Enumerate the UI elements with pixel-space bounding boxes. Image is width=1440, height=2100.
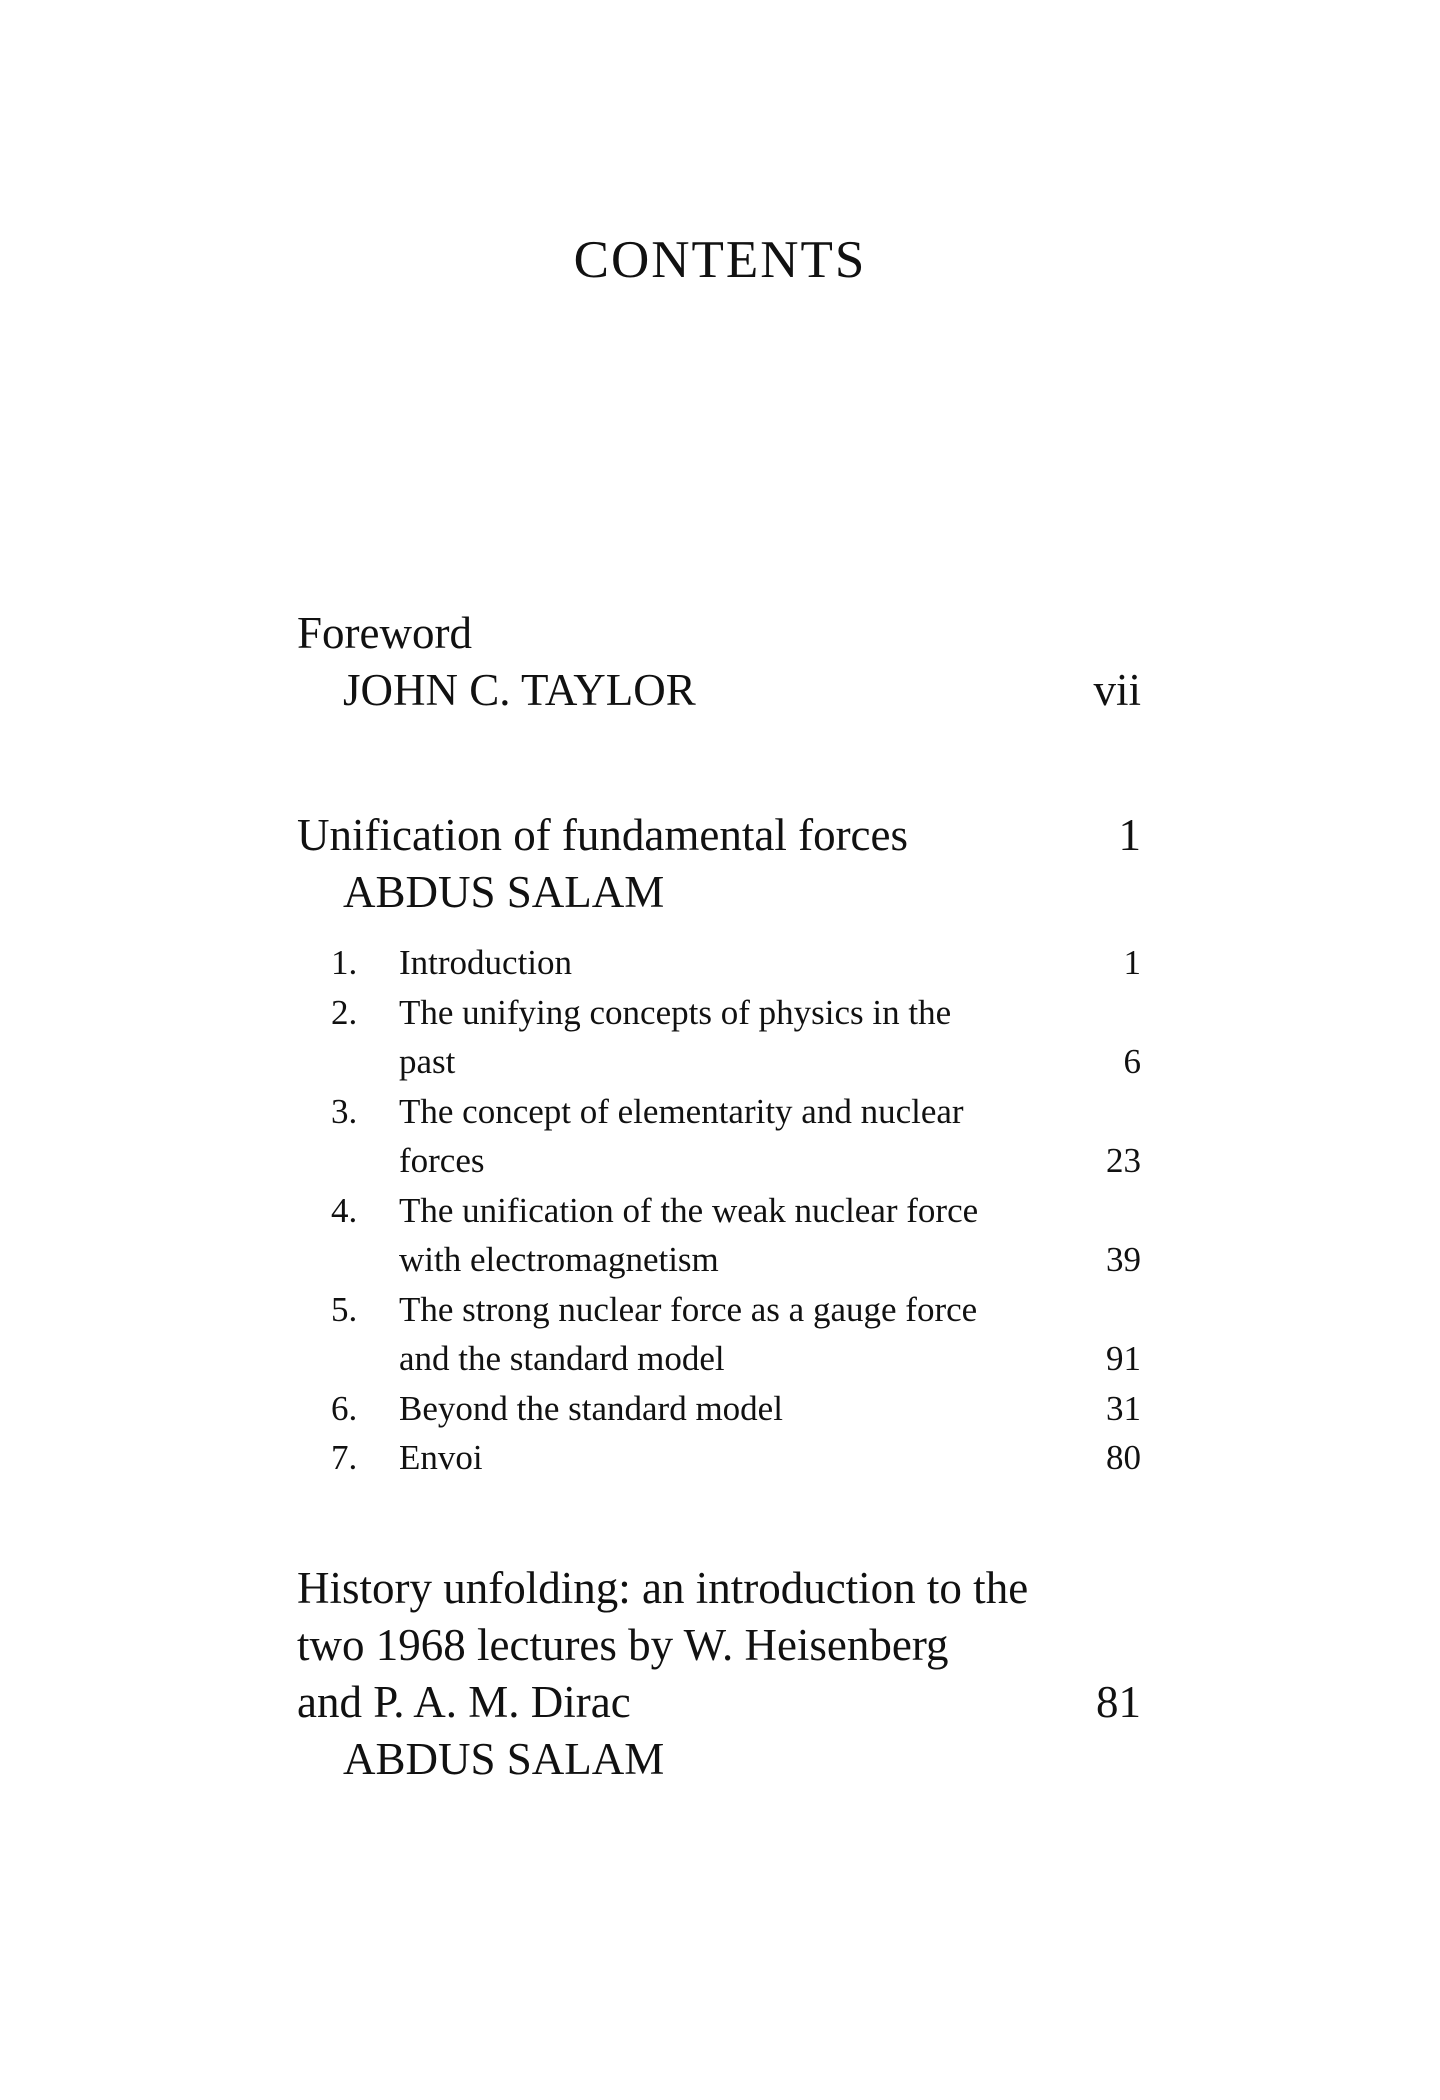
subsection-number: 6. — [331, 1388, 358, 1428]
subsection-title: The concept of elementarity and nuclear — [399, 1091, 964, 1131]
toc-entry-foreword — [297, 605, 1141, 719]
subsection-title-continued: and the standard model — [399, 1339, 725, 1378]
subsection-title: The strong nuclear force as a gauge force — [399, 1289, 978, 1329]
subsection-page-number: 1 — [1123, 943, 1141, 982]
subsection-page-number: 6 — [1123, 1042, 1141, 1081]
toc-subsection-item — [297, 938, 1141, 988]
toc-entry-unification — [297, 807, 1141, 921]
subsection-title-continued: forces — [399, 1141, 485, 1180]
subsection-number: 1. — [331, 943, 358, 982]
subsection-page-number: 80 — [1106, 1438, 1141, 1477]
entry-author: JOHN C. TAYLOR — [343, 665, 696, 715]
subsection-page-number: 23 — [1106, 1141, 1141, 1180]
subsection-number: 2. — [331, 992, 358, 1032]
entry-title: Unification of fundamental forces — [297, 810, 909, 860]
subsection-number: 3. — [331, 1091, 358, 1131]
entry-title-continued: and P. A. M. Dirac — [297, 1677, 631, 1727]
entry-title: History unfolding: an introduction to the — [297, 1563, 1029, 1613]
toc-subsection-item — [297, 988, 1141, 1038]
toc-subsection-item — [297, 1433, 1141, 1483]
toc-subsection-list — [297, 938, 1141, 1483]
toc-subsection-item — [297, 1186, 1141, 1236]
subsection-title: The unification of the weak nuclear force — [399, 1190, 979, 1230]
subsection-title-continued: past — [399, 1042, 456, 1081]
entry-page-number: 81 — [1096, 1677, 1141, 1727]
toc-entry-history — [297, 1560, 1141, 1788]
subsection-number: 5. — [331, 1289, 358, 1329]
subsection-title: The unifying concepts of physics in the — [399, 992, 952, 1032]
subsection-page-number: 39 — [1106, 1240, 1141, 1279]
toc-subsection-item — [297, 1384, 1141, 1434]
toc-subsection-item — [297, 1087, 1141, 1137]
subsection-page-number: 31 — [1106, 1388, 1141, 1428]
subsection-title-continued: with electromagnetism — [399, 1240, 719, 1279]
entry-author: ABDUS SALAM — [343, 1734, 665, 1784]
entry-title: Foreword — [297, 608, 472, 658]
subsection-number: 4. — [331, 1190, 358, 1230]
entry-author: ABDUS SALAM — [343, 867, 665, 917]
entry-page-number: 1 — [1118, 810, 1141, 860]
toc-subsection-item — [297, 1285, 1141, 1335]
entry-page-number: vii — [1093, 665, 1141, 715]
subsection-title: Beyond the standard model — [399, 1388, 783, 1428]
page-title: CONTENTS — [573, 231, 867, 289]
subsection-title: Introduction — [399, 943, 573, 982]
subsection-title: Envoi — [399, 1438, 483, 1477]
entry-title-continued: two 1968 lectures by W. Heisenberg — [297, 1620, 949, 1670]
subsection-page-number: 91 — [1106, 1339, 1141, 1378]
subsection-number: 7. — [331, 1438, 358, 1477]
